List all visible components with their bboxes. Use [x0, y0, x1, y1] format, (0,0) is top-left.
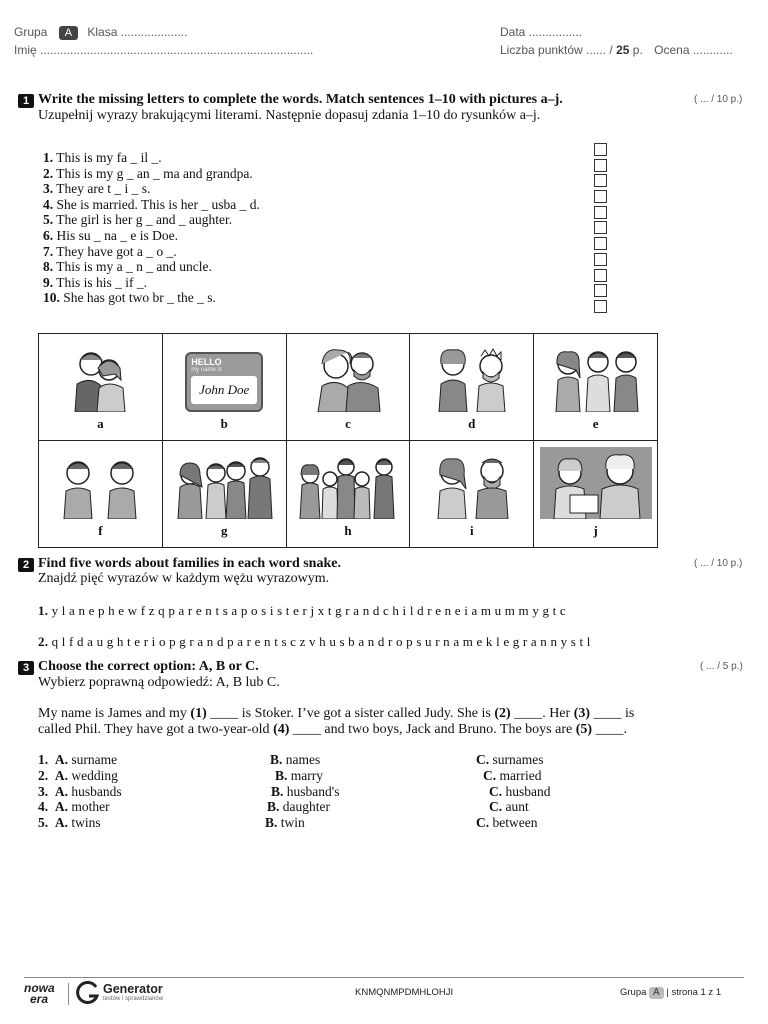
picture-grid [38, 333, 658, 548]
option-c[interactable]: aunt [505, 799, 529, 814]
aunt-uncle-illustration [426, 453, 518, 519]
ocena-field[interactable]: Ocena ............ [654, 43, 733, 57]
option-row-c: C. surnames [476, 752, 544, 767]
option-row: 2. A. wedding [38, 768, 118, 783]
grandmother-granddaughter-illustration [540, 447, 652, 519]
option-c[interactable]: between [492, 815, 538, 830]
imie-field[interactable]: Imię .................................................................................. [14, 43, 314, 57]
option-row-c: C. between [476, 815, 538, 830]
sentence-item: 4. She is married. This is her _ usba _ d. [43, 196, 260, 212]
option-b[interactable]: twin [280, 815, 305, 830]
gap-text-line-2: called Phil. They have got a two-year-old (4) ____ and two boys, Jack and Bruno. The boys are (5) ____. [38, 722, 628, 737]
generator-title: Generator [103, 982, 163, 996]
answer-checkbox[interactable] [594, 221, 607, 234]
sentence-item: 3. They are t _ i _ s. [43, 181, 151, 197]
logo-divider [68, 983, 69, 1005]
footer-page-info: Grupa A | strona 1 z 1 [620, 987, 722, 998]
score-field [500, 43, 733, 57]
question-2-subtitle: Znajdź pięć wyrazów w każdym wężu wyrazowym. [38, 571, 330, 586]
option-row-b: B. twin [265, 815, 305, 830]
couple-illustration [429, 346, 515, 412]
word-snake-1: 1. y l a n e p h e w f z q p a r e n t s a p o s i s t e r j x t g r a n d c h i l d r e n e i a m u m m y g t c [38, 603, 566, 618]
punkty-label[interactable]: Liczba punktów ...... / [500, 43, 613, 57]
name-tag-caption: my name is [191, 367, 222, 373]
answer-checkbox[interactable] [594, 206, 607, 219]
name-tag-illustration [185, 352, 263, 412]
option-row-c: C. aunt [489, 799, 529, 814]
nowa-era-logo: nowa era [24, 981, 55, 1006]
grandparents-illustration [308, 346, 388, 412]
klasa-field[interactable]: Klasa .................... [87, 25, 188, 39]
picture-cell-b[interactable] [162, 334, 286, 441]
sentence-item: 6. His su _ na _ e is Doe. [43, 227, 178, 243]
question-3-subtitle: Wybierz poprawną odpowiedź: A, B lub C. [38, 675, 280, 690]
question-2-points: ( ... / 10 p.) [694, 558, 743, 569]
sentence-list [43, 150, 260, 306]
option-a[interactable]: wedding [71, 768, 118, 783]
option-c[interactable]: surnames [492, 752, 544, 767]
big-family-illustration [296, 453, 400, 519]
option-c[interactable]: married [499, 768, 542, 783]
option-row-c: C. married [483, 768, 542, 783]
sentence-item: 2. This is my g _ an _ ma and grandpa. [43, 165, 253, 181]
picture-letter: c [345, 416, 351, 431]
picture-cell-c[interactable] [286, 334, 410, 441]
question-2-number: 2 [18, 558, 34, 572]
picture-cell-g[interactable] [162, 441, 286, 548]
footer-divider [24, 977, 744, 978]
question-1-points: ( ... / 10 p.) [694, 94, 743, 105]
grupa-field [14, 25, 187, 40]
picture-cell-h[interactable] [286, 441, 410, 548]
name-tag-name: John Doe [191, 376, 257, 404]
data-field[interactable]: Data ................ [500, 25, 583, 39]
option-row: 5. A. twins [38, 815, 101, 830]
question-3-title: Choose the correct option: A, B or C. [38, 659, 259, 674]
option-row-c: C. husband [489, 784, 551, 799]
answer-checkbox[interactable] [594, 237, 607, 250]
answer-checkbox[interactable] [594, 284, 607, 297]
generator-logo [76, 981, 100, 1010]
picture-letter: g [220, 523, 228, 538]
name-tag-hello: HELLO [191, 357, 222, 367]
picture-letter: h [344, 523, 352, 538]
punkty-max: 25 [616, 43, 630, 57]
family-group-illustration [172, 453, 276, 519]
option-b[interactable]: daughter [282, 799, 330, 814]
question-2-title: Find five words about families in each word snake. [38, 556, 341, 571]
option-c[interactable]: husband [505, 784, 551, 799]
siblings-illustration [546, 346, 646, 412]
question-1-number: 1 [18, 94, 34, 108]
option-b[interactable]: names [285, 752, 321, 767]
picture-cell-f[interactable] [39, 441, 163, 548]
sentence-item: 5. The girl is her g _ and _ aughter. [43, 212, 233, 228]
picture-cell-i[interactable] [410, 441, 534, 548]
picture-cell-a[interactable] [39, 334, 163, 441]
option-a[interactable]: surname [71, 752, 118, 767]
punkty-unit: p. [632, 43, 643, 57]
option-a[interactable]: twins [71, 815, 101, 830]
option-b[interactable]: husband's [286, 784, 340, 799]
picture-letter: b [220, 416, 228, 431]
footer-grupa-badge: A [649, 987, 664, 999]
picture-letter: j [593, 523, 598, 538]
sentence-item: 1. This is my fa _ il _. [43, 150, 162, 165]
sentence-item: 7. They have got a _ o _. [43, 243, 177, 259]
picture-letter: i [469, 523, 474, 538]
option-row-b: B. husband's [271, 784, 340, 799]
answer-checkbox[interactable] [594, 269, 607, 282]
word-snake-2: 2. q l f d a u g h t e r i o p g r a n d p a r e n t s c z v h u s b a n d r o p s u r n a m e k l e g r a n n y s t l [38, 634, 591, 649]
answer-checkbox[interactable] [594, 143, 607, 156]
option-row-b: B. daughter [267, 799, 330, 814]
document-code: KNMQNMPDMHLOHJI [355, 987, 454, 998]
picture-letter: d [468, 416, 476, 431]
question-3-points: ( ... / 5 p.) [700, 661, 743, 672]
picture-letter: f [98, 523, 103, 538]
generator-subtitle: testów i sprawdzianów [103, 996, 164, 1002]
twins-illustration [50, 453, 150, 519]
option-row: 3. A. husbands [38, 784, 122, 799]
question-3-number: 3 [18, 661, 34, 675]
sentence-item: 8. This is my a _ n _ and uncle. [43, 259, 212, 275]
answer-boxes [594, 143, 607, 313]
answer-checkbox[interactable] [594, 174, 607, 187]
option-row-b: B. marry [275, 768, 323, 783]
gap-text-line-1: My name is James and my (1) ____ is Stoker. I’ve got a sister called Judy. She is (2) ____. Her (3) ____ is [38, 706, 635, 721]
sentence-item: 9. This is his _ if _. [43, 274, 148, 290]
picture-letter: a [97, 416, 104, 431]
picture-letter: e [592, 416, 599, 431]
answer-checkbox[interactable] [594, 300, 607, 313]
option-row: 4. A. mother [38, 799, 110, 814]
sentence-item: 10. She has got two br _ the _ s. [43, 290, 216, 306]
couple-illustration [65, 346, 135, 412]
answer-checkbox[interactable] [594, 159, 607, 172]
grupa-badge: A [59, 26, 78, 40]
option-a[interactable]: husbands [71, 784, 122, 799]
question-1-subtitle: Uzupełnij wyrazy brakującymi literami. Następnie dopasuj zdania 1–10 do rysunków a–j. [38, 108, 541, 123]
option-row-b: B. names [270, 752, 321, 767]
picture-cell-d[interactable] [410, 334, 534, 441]
answer-checkbox[interactable] [594, 253, 607, 266]
option-row: 1. A. surname [38, 752, 118, 767]
generator-g-icon [76, 981, 100, 1005]
picture-cell-e[interactable] [534, 334, 658, 441]
picture-cell-j[interactable] [534, 441, 658, 548]
grupa-label: Grupa [14, 25, 48, 39]
answer-checkbox[interactable] [594, 190, 607, 203]
option-b[interactable]: marry [290, 768, 323, 783]
option-a[interactable]: mother [71, 799, 110, 814]
question-1-title: Write the missing letters to complete the words. Match sentences 1–10 with pictures a–j. [38, 92, 563, 107]
